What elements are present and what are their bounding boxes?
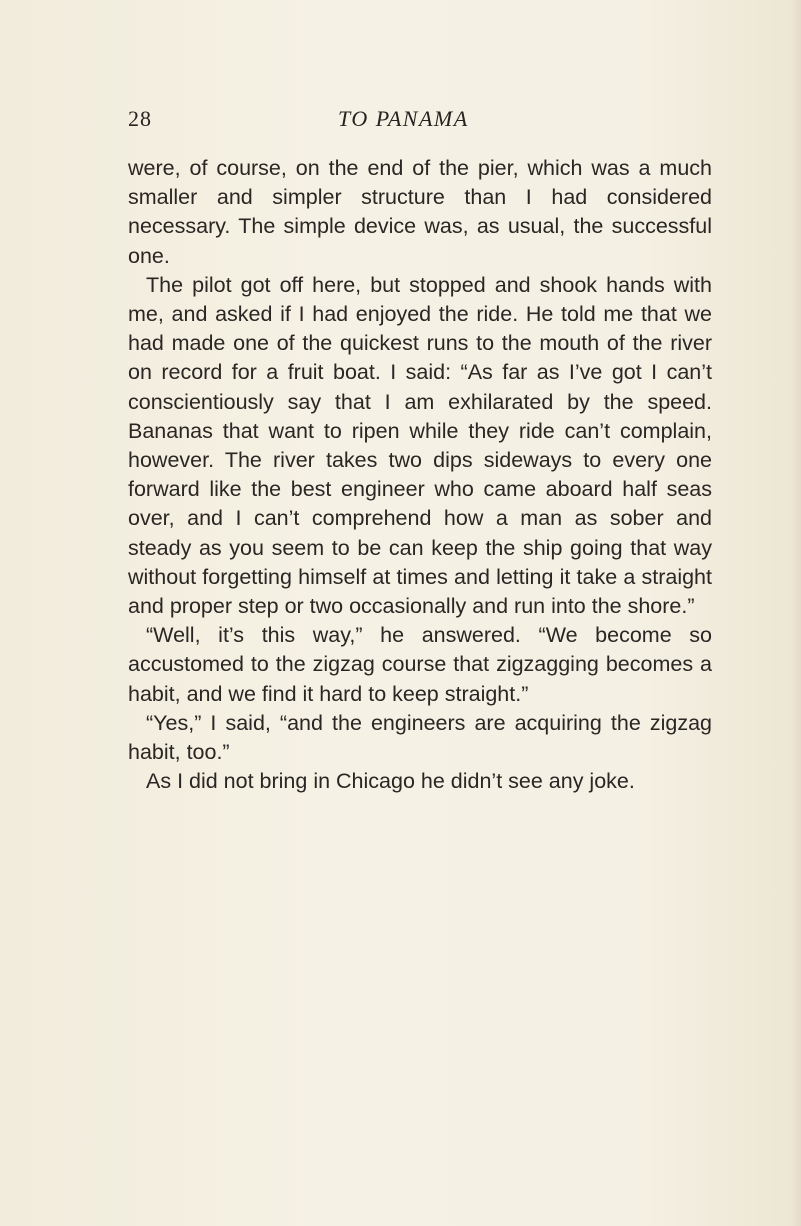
paragraph-5: As I did not bring in Chicago he didn’t see any joke.: [146, 769, 635, 794]
page-number: 28: [128, 106, 152, 131]
paragraph-3: “Well, it’s this way,” he answered. “We become so accustomed to the zigzag course that zigzagging becomes a habit, and we find it hard to keep straight.”: [128, 623, 712, 706]
page-edge-shadow: [791, 0, 801, 1226]
page-header: [128, 106, 708, 136]
paragraph-2: The pilot got off here, but stopped and shook hands with me, and asked if I had enjoyed the ride. He told me that we had made one of the quickest runs to the mouth of the river on record for a fruit boat. I said: “As far as I’ve got I can’t conscientiously say that I am exhilarated by the speed. Bananas that want to ripen while they ride can’t complain, however. The river takes two dips sideways to every one forward like the best engineer who came aboard half seas over, and I can’t comprehend how a man as sober and steady as you seem to be can keep the ship going that way without forgetting himself at times and letting it take a straight and proper step or two occasionally and run into the shore.”: [128, 272, 712, 619]
paragraph-1: were, of course, on the end of the pier, which was a much smaller and simpler structure than I had considered necessary. The simple device was, as usual, the successful one.: [128, 156, 712, 268]
paragraph-4: “Yes,” I said, “and the engineers are acquiring the zigzag habit, too.”: [128, 710, 712, 765]
running-head: TO PANAMA: [338, 106, 469, 131]
body-text: [128, 154, 712, 796]
